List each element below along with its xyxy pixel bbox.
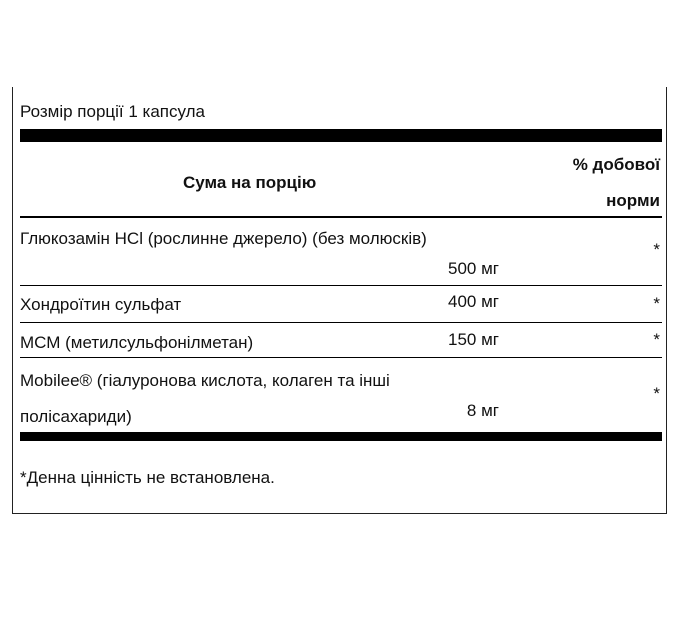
thick-divider-top [20,129,662,142]
ingredient-amount: 400 мг [448,292,499,311]
header-divider [20,216,662,218]
row-divider [20,357,662,358]
daily-value-header-line1: % добової [572,155,660,174]
daily-value-header-line2: норми [606,191,660,210]
ingredient-name-line1: Mobilee® (гіалуронова кислота, колаген та інші [20,371,390,390]
amount-per-serving-header: Сума на порцію [183,173,317,192]
thick-divider-bottom [20,432,662,441]
serving-size-label: Розмір порції 1 капсула [20,102,206,121]
ingredient-amount: 8 мг [466,401,499,420]
ingredient-daily-value: * [653,240,660,259]
ingredient-daily-value: * [653,330,660,349]
ingredient-name-line2: полісахариди) [20,407,132,426]
row-divider [20,322,662,323]
ingredient-name: Глюкозамін HCl (рослинне джерело) (без молюсків) [20,229,427,248]
ingredient-amount: 150 мг [448,330,499,349]
supplement-facts-panel [12,87,667,514]
ingredient-amount: 500 мг [448,259,499,278]
ingredient-daily-value: * [653,294,660,313]
footnote: *Денна цінність не встановлена. [20,468,275,487]
ingredient-daily-value: * [653,384,660,403]
ingredient-name: Хондроїтин сульфат [20,295,182,314]
row-divider [20,285,662,286]
ingredient-name: МСМ (метилсульфонілметан) [20,333,254,352]
